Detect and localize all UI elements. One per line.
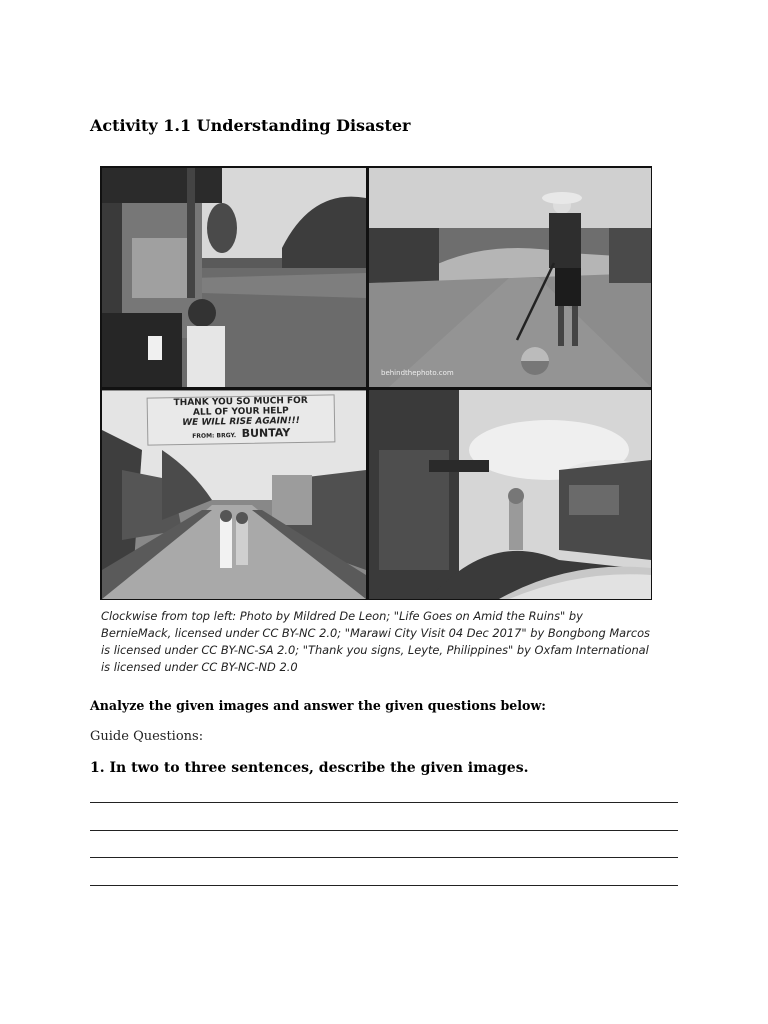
photo-watermark: behindthephoto.com <box>381 369 454 377</box>
boy-with-ball-in-ruins-photo-icon <box>369 168 651 387</box>
caption-line-1: Clockwise from top left: Photo by Mildred De Leon; "Life Goes on Amid the Ruins" by <box>101 609 583 623</box>
analyze-instruction: Analyze the given images and answer the given questions below: <box>90 698 546 713</box>
flooded-street-photo-icon <box>102 168 366 387</box>
destroyed-city-mosque-photo-icon <box>369 390 651 599</box>
question-1: 1. In two to three sentences, describe the given images. <box>90 760 529 776</box>
thank-you-banner <box>147 394 336 445</box>
boy-with-ball-photo <box>369 168 651 387</box>
caption-line-4: is licensed under CC BY-NC-ND 2.0 <box>101 660 298 674</box>
photo-collage <box>100 166 652 600</box>
banner-line-1: THANK YOU SO MUCH FOR <box>173 395 308 409</box>
flooded-street-photo <box>102 168 366 387</box>
answer-line[interactable] <box>90 857 678 858</box>
caption-line-2: BernieMack, licensed under CC BY-NC 2.0; "Marawi City Visit 04 Dec 2017" by Bongbong Marcos <box>101 626 650 640</box>
banner-from-label: FROM: BRGY. <box>192 432 237 440</box>
caption-line-3: is licensed under CC BY-NC-SA 2.0; "Thank you signs, Leyte, Philippines" by Oxfam International <box>101 643 649 657</box>
banner-buntay: BUNTAY <box>241 426 291 440</box>
answer-line[interactable] <box>90 885 678 886</box>
answer-line[interactable] <box>90 830 678 831</box>
destroyed-city-photo <box>369 390 651 599</box>
banner-line-2: ALL OF YOUR HELP <box>192 406 289 418</box>
guide-questions-label: Guide Questions: <box>90 729 204 744</box>
activity-title: Activity 1.1 Understanding Disaster <box>90 116 411 135</box>
banner-line-3: WE WILL RISE AGAIN!!! <box>182 415 300 429</box>
banner-line-4 <box>148 425 334 442</box>
answer-line[interactable] <box>90 802 678 803</box>
thank-you-banner-photo <box>102 390 366 599</box>
photo-credits-caption <box>101 608 661 676</box>
